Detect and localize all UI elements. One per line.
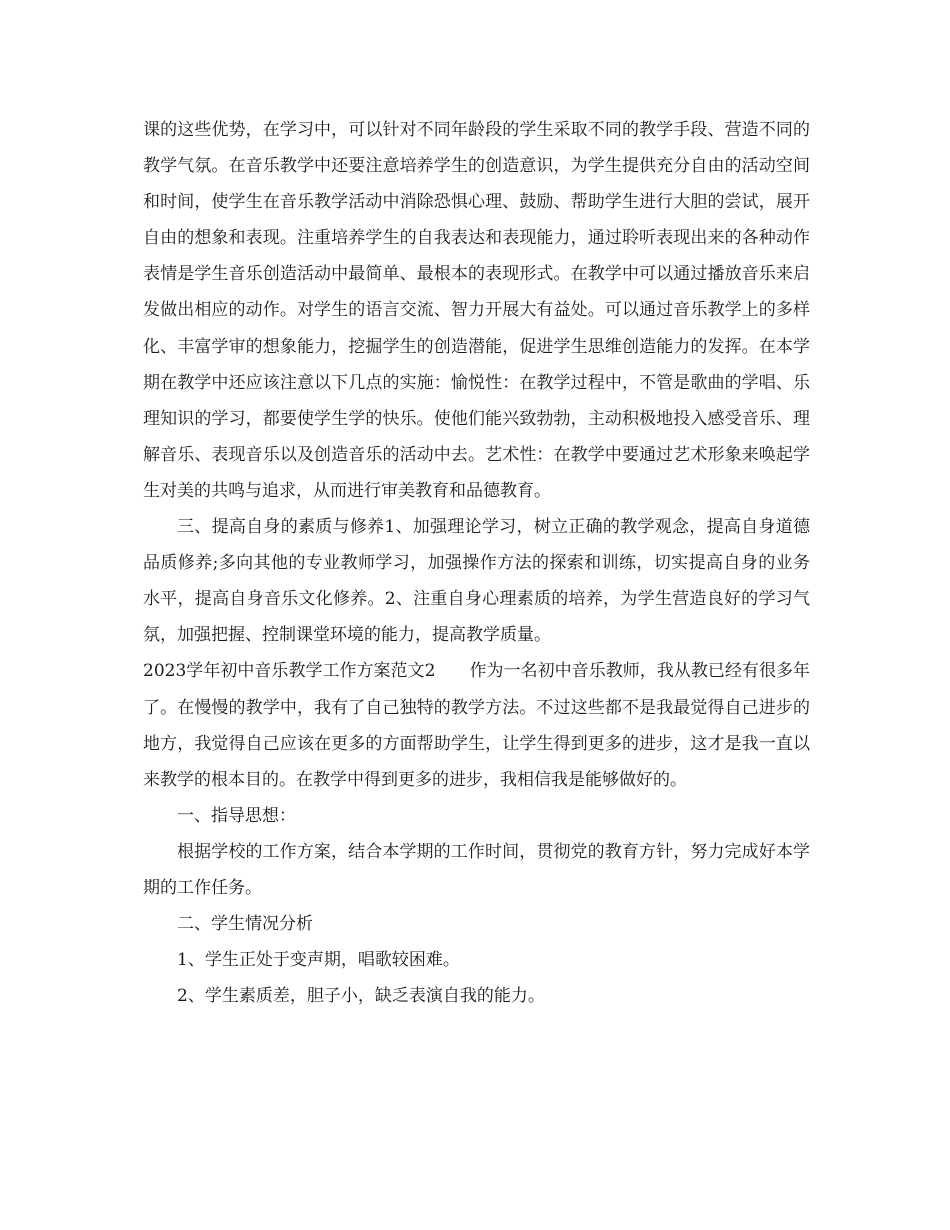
paragraph-guiding-ideology: 根据学校的工作方案，结合本学期的工作时间，贯彻党的教育方针，努力完成好本学期的工作任务。 (143, 841, 810, 898)
document-body (143, 112, 810, 1014)
paragraph-self-improvement: 三、提高自身的素质与修养1、加强理论学习，树立正确的教学观念，提高自身道德品质修养;多向其他的专业教师学习，加强操作方法的探索和训练，切实提高自身的业务水平，提高自身音乐文化修养。2、注重自身心理素质的培养，为学生营造良好的学习气氛，加强把握、控制课堂环境的能力，提高教学质量。 (143, 517, 810, 646)
list-item-student-quality: 2、学生素质差，胆子小，缺乏表演自我的能力。 (177, 986, 545, 1007)
heading-student-analysis: 二、学生情况分析 (177, 914, 313, 935)
heading-guiding-ideology: 一、指导思想： (177, 805, 296, 826)
paragraph-music-advantages: 课的这些优势，在学习中，可以针对不同年龄段的学生采取不同的教学手段、营造不同的教学气氛。在音乐教学中还要注意培养学生的创造意识，为学生提供充分自由的活动空间和时间，使学生在音乐教学活动中消除恐惧心理、鼓励、帮助学生进行大胆的尝试，展开自由的想象和表现。注重培养学生的自我表达和表现能力，通过聆听表现出来的各种动作表情是学生音乐创造活动中最简单、最根本的表现形式。在教学中可以通过播放音乐来启发做出相应的动作。对学生的语言交流、智力开展大有益处。可以通过音乐教学上的多样化、丰富学审的想象能力，挖掘学生的创造潜能，促进学生思维创造能力的发挥。在本学期在教学中还应该注意以下几点的实施：愉悦性：在教学过程中，不管是歌曲的学唱、乐理知识的学习，都要使学生学的快乐。使他们能兴致勃勃，主动积极地投入感受音乐、理解音乐、表现音乐以及创造音乐的活动中去。艺术性：在教学中要通过艺术形象来唤起学生对美的共鸣与追求，从而进行审美教育和品德教育。 (143, 120, 810, 501)
list-item-voice-change: 1、学生正处于变声期，唱歌较困难。 (177, 950, 460, 971)
paragraph-plan-intro: 2023学年初中音乐教学工作方案范文2 作为一名初中音乐教师，我从教已经有很多年了。在慢慢的教学中，我有了自己独特的教学方法。不过这些都不是我最觉得自己进步的地方，我觉得自己应该在更多的方面帮助学生，让学生得到更多的进步，这才是我一直以来教学的根本目的。在教学中得到更多的进步，我相信我是能够做好的。 (143, 661, 810, 790)
